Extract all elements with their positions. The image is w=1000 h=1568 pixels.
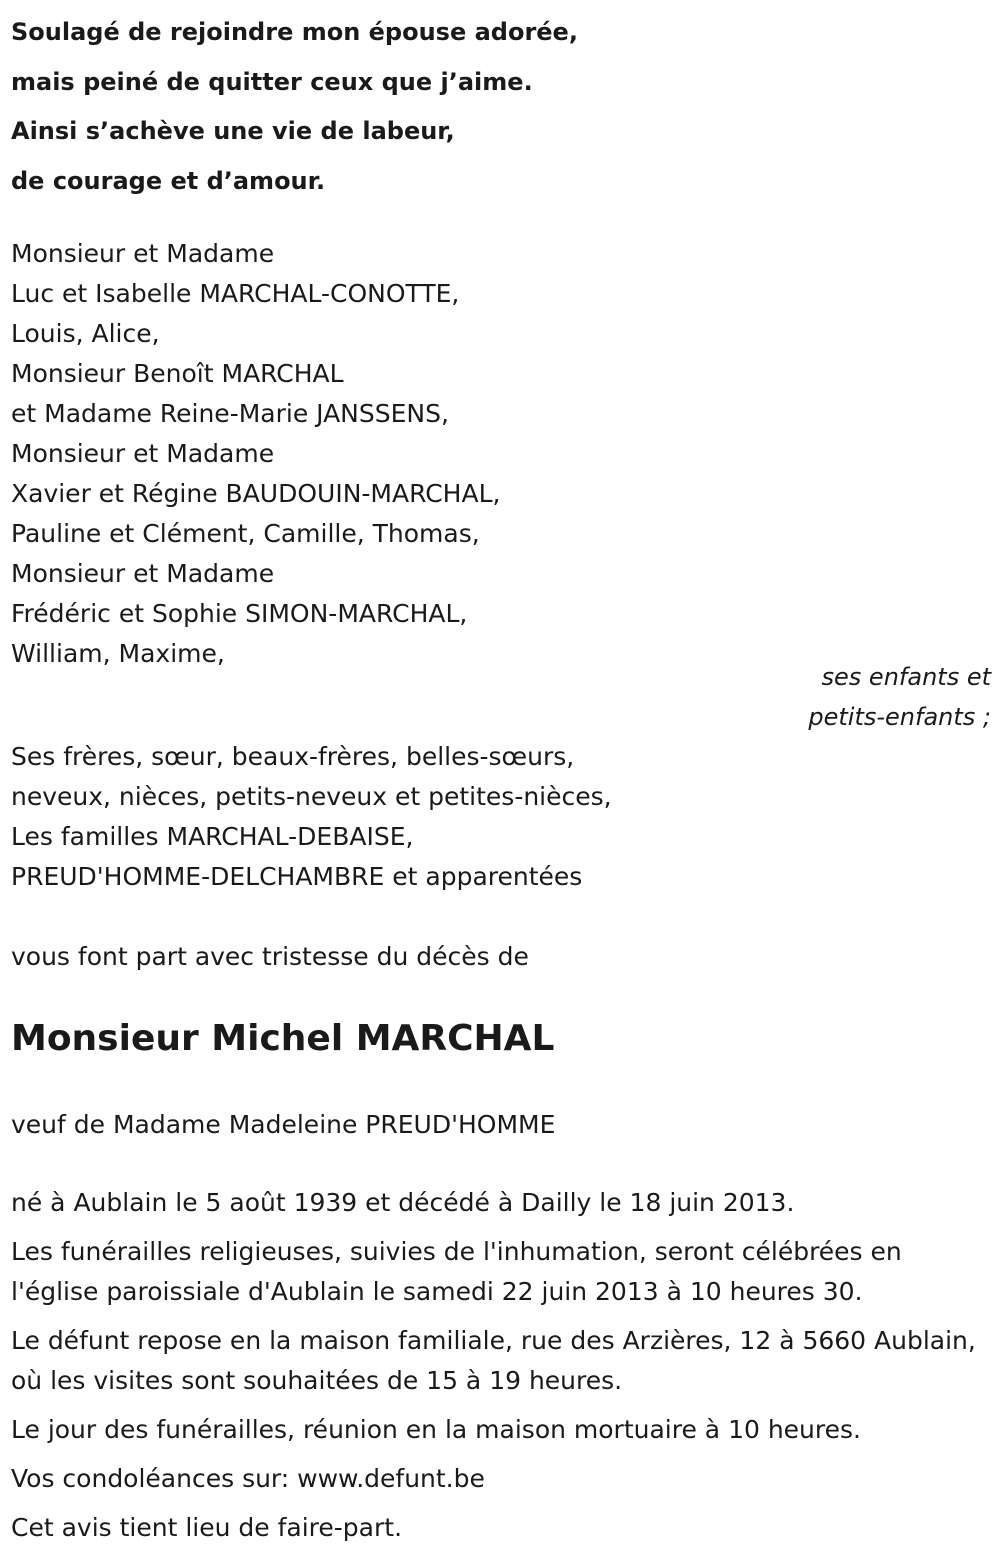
- relation-line: ses enfants et: [821, 663, 991, 691]
- relatives-line: Ses frères, sœur, beaux-frères, belles-sœurs,: [11, 742, 575, 771]
- family-line: et Madame Reine-Marie JANSSENS,: [11, 399, 449, 428]
- family-relation: [808, 657, 991, 737]
- family-line: Frédéric et Sophie SIMON-MARCHAL,: [11, 599, 468, 628]
- relatives-line: PREUD'HOMME-DELCHAMBRE et apparentées: [11, 862, 583, 891]
- notice-statement: Cet avis tient lieu de faire-part.: [11, 1513, 403, 1542]
- relation-line: petits-enfants ;: [808, 703, 991, 731]
- relatives-line: Les familles MARCHAL-DEBAISE,: [11, 822, 414, 851]
- relatives-list: [11, 737, 612, 897]
- birth-death-dates: né à Aublain le 5 août 1939 et décédé à Dailly le 18 juin 2013.: [11, 1188, 795, 1217]
- family-line: Louis, Alice,: [11, 319, 160, 348]
- family-line: Monsieur et Madame: [11, 559, 275, 588]
- family-line: Pauline et Clément, Camille, Thomas,: [11, 519, 480, 548]
- viewing-info: Le défunt repose en la maison familiale, rue des Arzières, 12 à 5660 Aublain, où les visites sont souhaitées de 15 à 19 heures.: [11, 1326, 976, 1395]
- epitaph-poem: [11, 8, 578, 206]
- poem-line: mais peiné de quitter ceux que j’aime.: [11, 67, 533, 96]
- family-line: Monsieur Benoît MARCHAL: [11, 359, 344, 388]
- gathering-info: Le jour des funérailles, réunion en la maison mortuaire à 10 heures.: [11, 1415, 861, 1444]
- family-line: Monsieur et Madame: [11, 239, 275, 268]
- family-line: Luc et Isabelle MARCHAL-CONOTTE,: [11, 279, 460, 308]
- family-line: Xavier et Régine BAUDOUIN-MARCHAL,: [11, 479, 501, 508]
- condolences-info: Vos condoléances sur: www.defunt.be: [11, 1464, 485, 1493]
- deceased-name: Monsieur Michel MARCHAL: [11, 1018, 555, 1059]
- poem-line: Soulagé de rejoindre mon épouse adorée,: [11, 18, 578, 46]
- funeral-ceremony: Les funérailles religieuses, suivies de l'inhumation, seront célébrées en l'église paroissiale d'Aublain le samedi 22 juin 2013 à 10 heures 30.: [11, 1237, 902, 1306]
- announcement-text: vous font part avec tristesse du décès de: [11, 942, 529, 971]
- funeral-details: [11, 1183, 986, 1557]
- widow-of-text: veuf de Madame Madeleine PREUD'HOMME: [11, 1110, 556, 1139]
- family-line: William, Maxime,: [11, 639, 225, 668]
- relatives-line: neveux, nièces, petits-neveux et petites-nièces,: [11, 782, 612, 811]
- family-line: Monsieur et Madame: [11, 439, 275, 468]
- poem-line: Ainsi s’achève une vie de labeur,: [11, 117, 455, 145]
- poem-line: de courage et d’amour.: [11, 166, 326, 195]
- family-list: [11, 234, 500, 674]
